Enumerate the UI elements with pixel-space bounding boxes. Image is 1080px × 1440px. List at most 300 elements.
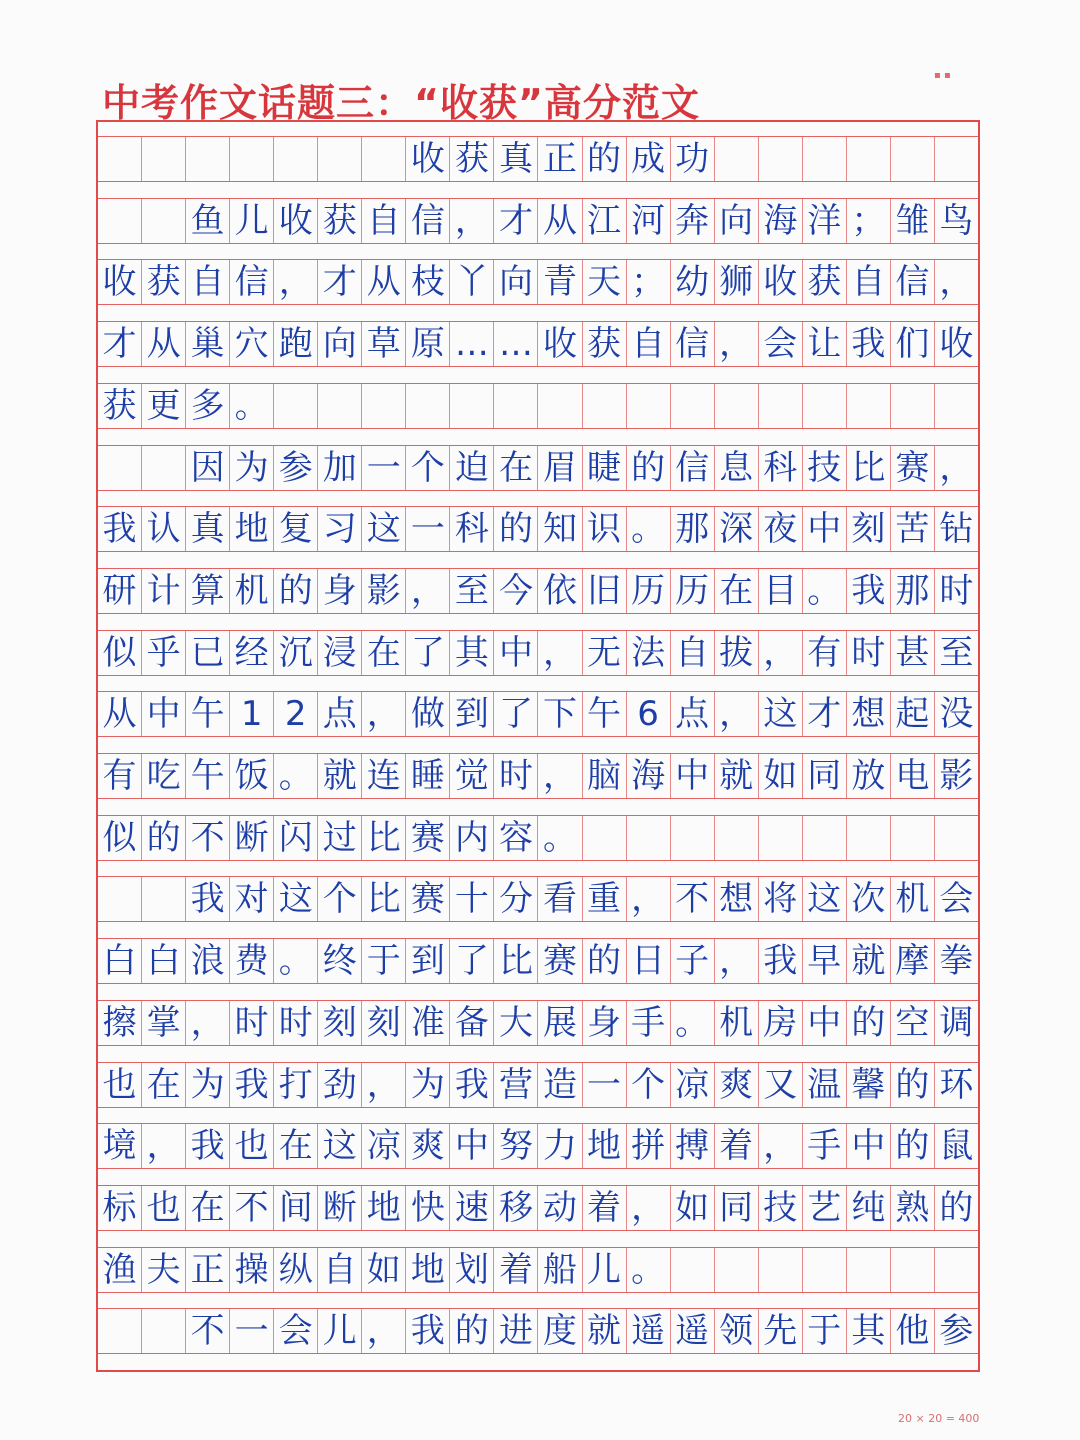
grid-cell: 。 <box>274 939 318 983</box>
grid-cell: 自 <box>318 1248 362 1292</box>
grid-cell: 向 <box>494 260 538 304</box>
grid-cell: 对 <box>230 877 274 921</box>
grid-cell: 凉 <box>362 1124 406 1168</box>
grid-cell: 的 <box>450 1309 494 1353</box>
grid-cell: 刻 <box>318 1001 362 1045</box>
grid-cell: 了 <box>494 692 538 736</box>
grid-cell: 乎 <box>142 631 186 675</box>
grid-cell <box>935 1248 978 1292</box>
grid-cell: 馨 <box>847 1063 891 1107</box>
grid-cell: 领 <box>715 1309 759 1353</box>
grid-cell: 比 <box>362 816 406 860</box>
grid-cell: 青 <box>538 260 582 304</box>
grid-cell: 中 <box>671 754 715 798</box>
grid-cell: 获 <box>450 137 494 181</box>
grid-cell: 闪 <box>274 816 318 860</box>
grid-cell: 刻 <box>362 1001 406 1045</box>
grid-cell: 草 <box>362 322 406 366</box>
grid-cell <box>935 137 978 181</box>
grid-cell: 机 <box>891 877 935 921</box>
grid-cell: 夫 <box>142 1248 186 1292</box>
grid-cell: 自 <box>186 260 230 304</box>
grid-cell <box>98 137 142 181</box>
grid-cell: 我 <box>98 507 142 551</box>
grid-cell: 我 <box>186 877 230 921</box>
grid-cell: 浸 <box>318 631 362 675</box>
grid-cell: 标 <box>98 1186 142 1230</box>
grid-cell: 的 <box>274 569 318 613</box>
grid-cell: 这 <box>803 877 847 921</box>
grid-cell: 在 <box>274 1124 318 1168</box>
grid-row <box>98 321 978 367</box>
grid-cell: ， <box>939 447 974 488</box>
grid-cell: 拔 <box>715 631 759 675</box>
grid-cell: 钻 <box>939 509 974 550</box>
grid-cell: 识 <box>583 507 627 551</box>
grid-cell <box>847 816 891 860</box>
grid-cell: ， <box>362 1309 406 1353</box>
grid-cell: 。 <box>803 569 847 613</box>
page-title: 中考作文话题三：“收获”高分范文 <box>102 81 700 125</box>
grid-cell: 在 <box>494 446 538 490</box>
grid-cell: 度 <box>538 1309 582 1353</box>
grid-cell: 。 <box>627 1248 671 1292</box>
grid-cell: ； <box>847 199 891 243</box>
grid-cell: 个 <box>406 446 450 490</box>
grid-cell: 会 <box>759 322 803 366</box>
grid-cell: ， <box>627 877 671 921</box>
grid-cell: 就 <box>318 754 362 798</box>
grid-row <box>98 506 978 552</box>
grid-cell: 个 <box>318 877 362 921</box>
grid-cell: 的 <box>847 1001 891 1045</box>
grid-cell: 的 <box>142 816 186 860</box>
grid-cell: 儿 <box>583 1248 627 1292</box>
grid-cell: 真 <box>186 507 230 551</box>
grid-cell: 习 <box>318 507 362 551</box>
grid-cell: 旧 <box>583 569 627 613</box>
grid-cell: 搏 <box>671 1124 715 1168</box>
grid-cell: 刻 <box>847 507 891 551</box>
grid-cell: 于 <box>362 939 406 983</box>
grid-cell: 房 <box>759 1001 803 1045</box>
grid-cell: ， <box>274 260 318 304</box>
grid-cell <box>186 137 230 181</box>
grid-cell: 比 <box>494 939 538 983</box>
grid-cell: 河 <box>627 199 671 243</box>
grid-row <box>98 691 978 737</box>
grid-cell: 就 <box>847 939 891 983</box>
grid-cell: 连 <box>362 754 406 798</box>
grid-cell: 纯 <box>847 1186 891 1230</box>
grid-row <box>98 445 978 491</box>
grid-cell: 浪 <box>186 939 230 983</box>
grid-cell: 我 <box>847 569 891 613</box>
grid-cell: 赛 <box>406 877 450 921</box>
grid-cell: 中 <box>450 1124 494 1168</box>
grid-cell: ， <box>406 569 450 613</box>
grid-cell: 自 <box>627 322 671 366</box>
grid-cell: 海 <box>759 199 803 243</box>
grid-cell <box>847 137 891 181</box>
grid-row <box>98 1062 978 1108</box>
grid-cell <box>450 384 494 428</box>
grid-cell: 时 <box>847 631 891 675</box>
grid-cell <box>715 384 759 428</box>
grid-row <box>98 630 978 676</box>
grid-cell: 在 <box>142 1063 186 1107</box>
grid-cell: 。 <box>274 754 318 798</box>
grid-cell: 不 <box>186 1309 230 1353</box>
grid-cell: 复 <box>274 507 318 551</box>
grid-cell <box>142 446 186 490</box>
grid-cell <box>935 816 978 860</box>
grid-cell <box>891 137 935 181</box>
grid-cell: 将 <box>759 877 803 921</box>
grid-cell: 身 <box>318 569 362 613</box>
grid-cell: 打 <box>274 1063 318 1107</box>
grid-cell: 的 <box>939 1187 974 1228</box>
grid-cell: 收 <box>939 324 974 365</box>
grid-cell: 拳 <box>939 941 974 982</box>
grid-cell: 时 <box>274 1001 318 1045</box>
grid-cell: ， <box>759 631 803 675</box>
grid-cell: 时 <box>939 570 974 611</box>
grid-cell: 下 <box>538 692 582 736</box>
grid-cell: 赛 <box>891 446 935 490</box>
grid-cell: 着 <box>715 1124 759 1168</box>
grid-cell: 会 <box>939 879 974 920</box>
grid-cell: 如 <box>671 1186 715 1230</box>
grid-cell: 认 <box>142 507 186 551</box>
grid-cell: 。 <box>627 507 671 551</box>
grid-cell: 更 <box>142 384 186 428</box>
grid-cell: 地 <box>583 1124 627 1168</box>
grid-cell: ， <box>715 939 759 983</box>
grid-cell: 身 <box>583 1001 627 1045</box>
grid-cell: 次 <box>847 877 891 921</box>
grid-cell: 向 <box>318 322 362 366</box>
grid-cell: 空 <box>891 1001 935 1045</box>
grid-cell: 在 <box>715 569 759 613</box>
grid-cell: 信 <box>671 322 715 366</box>
grid-cell: ， <box>715 322 759 366</box>
grid-cell: 收 <box>98 260 142 304</box>
grid-cell: ， <box>538 631 582 675</box>
grid-row <box>98 1185 978 1231</box>
grid-cell: 儿 <box>230 199 274 243</box>
grid-cell: 从 <box>142 322 186 366</box>
grid-cell: 才 <box>98 322 142 366</box>
grid-cell: 的 <box>494 507 538 551</box>
grid-cell: 功 <box>671 137 715 181</box>
grid-cell: 到 <box>450 692 494 736</box>
grid-cell <box>98 446 142 490</box>
grid-cell: 掌 <box>142 1001 186 1045</box>
grid-cell <box>274 137 318 181</box>
grid-cell: 营 <box>494 1063 538 1107</box>
grid-cell: 比 <box>362 877 406 921</box>
grid-cell: 饭 <box>230 754 274 798</box>
grid-cell: 大 <box>494 1001 538 1045</box>
grid-row <box>98 259 978 305</box>
grid-cell: 至 <box>450 569 494 613</box>
grid-cell: ， <box>362 1063 406 1107</box>
grid-row <box>98 198 978 244</box>
grid-cell: 移 <box>494 1186 538 1230</box>
grid-cell: 分 <box>494 877 538 921</box>
grid-cell: 获 <box>583 322 627 366</box>
grid-cell: 我 <box>847 322 891 366</box>
grid-cell: 赛 <box>406 816 450 860</box>
grid-cell: ， <box>759 1124 803 1168</box>
grid-cell <box>759 137 803 181</box>
grid-cell: 经 <box>230 631 274 675</box>
grid-cell: 地 <box>406 1248 450 1292</box>
grid-cell: 容 <box>494 816 538 860</box>
grid-cell: 展 <box>538 1001 582 1045</box>
grid-cell: 看 <box>538 877 582 921</box>
grid-cell: 着 <box>494 1248 538 1292</box>
grid-cell <box>891 384 935 428</box>
grid-cell: 想 <box>715 877 759 921</box>
grid-row <box>98 383 978 429</box>
grid-cell: 渔 <box>98 1248 142 1292</box>
grid-cell: 内 <box>450 816 494 860</box>
grid-cell: 时 <box>230 1001 274 1045</box>
grid-cell: 信 <box>230 260 274 304</box>
grid-cell <box>715 816 759 860</box>
grid-cell: 夜 <box>759 507 803 551</box>
grid-cell: 依 <box>538 569 582 613</box>
grid-cell: 擦 <box>98 1001 142 1045</box>
grid-cell: 摩 <box>891 939 935 983</box>
grid-cell: 划 <box>450 1248 494 1292</box>
grid-cell: 甚 <box>891 631 935 675</box>
grid-cell: 的 <box>627 446 671 490</box>
grid-cell: 枝 <box>406 260 450 304</box>
grid-cell: 信 <box>891 260 935 304</box>
grid-cell: 洋 <box>803 199 847 243</box>
grid-cell: 从 <box>538 199 582 243</box>
grid-cell: … <box>494 322 538 366</box>
grid-cell: 放 <box>847 754 891 798</box>
grid-cell: 准 <box>406 1001 450 1045</box>
grid-cell: 午 <box>186 754 230 798</box>
grid-row <box>98 753 978 799</box>
grid-cell: 。 <box>230 384 274 428</box>
grid-cell: 电 <box>891 754 935 798</box>
grid-cell: 快 <box>406 1186 450 1230</box>
grid-cell: 也 <box>142 1186 186 1230</box>
grid-cell: 到 <box>406 939 450 983</box>
grid-cell <box>98 877 142 921</box>
grid-cell: 凉 <box>671 1063 715 1107</box>
grid-cell: 中 <box>803 1001 847 1045</box>
grid-cell: 无 <box>583 631 627 675</box>
grid-cell: 正 <box>538 137 582 181</box>
grid-cell: 如 <box>759 754 803 798</box>
grid-cell: 获 <box>98 384 142 428</box>
grid-cell: 其 <box>847 1309 891 1353</box>
grid-cell: 比 <box>847 446 891 490</box>
grid-cell: 自 <box>362 199 406 243</box>
grid-cell <box>803 137 847 181</box>
grid-cell: 收 <box>274 199 318 243</box>
grid-cell: 自 <box>671 631 715 675</box>
grid-cell: 想 <box>847 692 891 736</box>
grid-cell: 同 <box>715 1186 759 1230</box>
grid-cell <box>627 816 671 860</box>
grid-cell: 获 <box>142 260 186 304</box>
grid-cell: 技 <box>759 1186 803 1230</box>
grid-cell <box>142 877 186 921</box>
grid-cell: 了 <box>406 631 450 675</box>
grid-cell: 目 <box>759 569 803 613</box>
grid-cell: 断 <box>230 816 274 860</box>
grid-cell <box>891 1248 935 1292</box>
grid-cell: 息 <box>715 446 759 490</box>
grid-cell: 真 <box>494 137 538 181</box>
grid-cell: 劲 <box>318 1063 362 1107</box>
grid-cell: 不 <box>671 877 715 921</box>
grid-cell: 为 <box>230 446 274 490</box>
grid-cell: 苦 <box>891 507 935 551</box>
grid-cell: 鸟 <box>939 200 974 241</box>
grid-cell: 一 <box>230 1309 274 1353</box>
grid-cell: 这 <box>274 877 318 921</box>
grid-cell: 备 <box>450 1001 494 1045</box>
grid-cell <box>538 384 582 428</box>
grid-cell <box>759 816 803 860</box>
grid-cell: 从 <box>98 692 142 736</box>
grid-cell <box>142 1309 186 1353</box>
grid-cell: 技 <box>803 446 847 490</box>
grid-cell: 因 <box>186 446 230 490</box>
grid-cell: 原 <box>406 322 450 366</box>
grid-cell: 断 <box>318 1186 362 1230</box>
grid-cell: 法 <box>627 631 671 675</box>
grid-cell: 速 <box>450 1186 494 1230</box>
grid-cell: 会 <box>274 1309 318 1353</box>
grid-cell: 脑 <box>583 754 627 798</box>
grid-cell: 儿 <box>318 1309 362 1353</box>
grid-cell <box>98 1309 142 1353</box>
grid-cell: 中 <box>494 631 538 675</box>
grid-cell: 就 <box>715 754 759 798</box>
grid-cell: 迫 <box>450 446 494 490</box>
grid-cell: 6 <box>627 692 671 736</box>
grid-cell: 才 <box>318 260 362 304</box>
grid-cell <box>803 1248 847 1292</box>
grid-cell: 的 <box>891 1063 935 1107</box>
sheet-size-label: 20 × 20 = 400 <box>898 1412 980 1425</box>
grid-cell: 中 <box>142 692 186 736</box>
grid-cell: 于 <box>803 1309 847 1353</box>
grid-cell: 如 <box>362 1248 406 1292</box>
grid-cell <box>627 384 671 428</box>
grid-cell: 成 <box>627 137 671 181</box>
grid-cell: 似 <box>98 631 142 675</box>
grid-cell: 1 <box>230 692 274 736</box>
grid-cell <box>671 816 715 860</box>
grid-cell: 计 <box>142 569 186 613</box>
grid-cell: 研 <box>98 569 142 613</box>
grid-cell: 点 <box>318 692 362 736</box>
grid-cell: 机 <box>230 569 274 613</box>
grid-cell: 才 <box>494 199 538 243</box>
grid-cell: 在 <box>186 1186 230 1230</box>
grid-cell: 睫 <box>583 446 627 490</box>
grid-cell: 在 <box>362 631 406 675</box>
grid-cell <box>494 384 538 428</box>
grid-cell: 今 <box>494 569 538 613</box>
grid-cell: 获 <box>803 260 847 304</box>
grid-cell: 进 <box>494 1309 538 1353</box>
grid-cell: 我 <box>450 1063 494 1107</box>
grid-cell: 江 <box>583 199 627 243</box>
grid-cell: 地 <box>230 507 274 551</box>
grid-cell: 地 <box>362 1186 406 1230</box>
grid-cell: 穴 <box>230 322 274 366</box>
grid-cell: 重 <box>583 877 627 921</box>
grid-cell <box>847 1248 891 1292</box>
grid-cell: 似 <box>98 816 142 860</box>
grid-cell <box>362 137 406 181</box>
grid-cell: 船 <box>538 1248 582 1292</box>
grid-cell: 白 <box>98 939 142 983</box>
grid-cell: 狮 <box>715 260 759 304</box>
grid-cell: 加 <box>318 446 362 490</box>
grid-row <box>98 136 978 182</box>
grid-cell: 鼠 <box>939 1126 974 1167</box>
grid-cell: 努 <box>494 1124 538 1168</box>
grid-cell: 的 <box>583 137 627 181</box>
grid-cell: 收 <box>759 260 803 304</box>
grid-cell: 的 <box>891 1124 935 1168</box>
grid-cell: 眉 <box>538 446 582 490</box>
grid-cell: 其 <box>450 631 494 675</box>
grid-cell: 收 <box>538 322 582 366</box>
grid-cell: 。 <box>671 1001 715 1045</box>
grid-row <box>98 1000 978 1046</box>
grid-cell: 这 <box>759 692 803 736</box>
grid-cell <box>671 1248 715 1292</box>
grid-cell: ， <box>186 1001 230 1045</box>
grid-cell: 收 <box>406 137 450 181</box>
grid-cell <box>671 384 715 428</box>
grid-cell: ， <box>939 262 974 303</box>
grid-cell: 正 <box>186 1248 230 1292</box>
grid-cell: 我 <box>406 1309 450 1353</box>
grid-cell: 没 <box>939 694 974 735</box>
grid-cell <box>759 384 803 428</box>
grid-row <box>98 815 978 861</box>
grid-cell: 影 <box>939 756 974 796</box>
grid-cell: 他 <box>891 1309 935 1353</box>
grid-cell: 吃 <box>142 754 186 798</box>
grid-cell: 造 <box>538 1063 582 1107</box>
grid-cell: 雏 <box>891 199 935 243</box>
grid-cell: 遥 <box>671 1309 715 1353</box>
grid-cell: 一 <box>583 1063 627 1107</box>
grid-cell: 十 <box>450 877 494 921</box>
grid-cell: 睡 <box>406 754 450 798</box>
grid-cell: 一 <box>362 446 406 490</box>
grid-cell: 觉 <box>450 754 494 798</box>
grid-cell: 有 <box>98 754 142 798</box>
grid-cell: 跑 <box>274 322 318 366</box>
